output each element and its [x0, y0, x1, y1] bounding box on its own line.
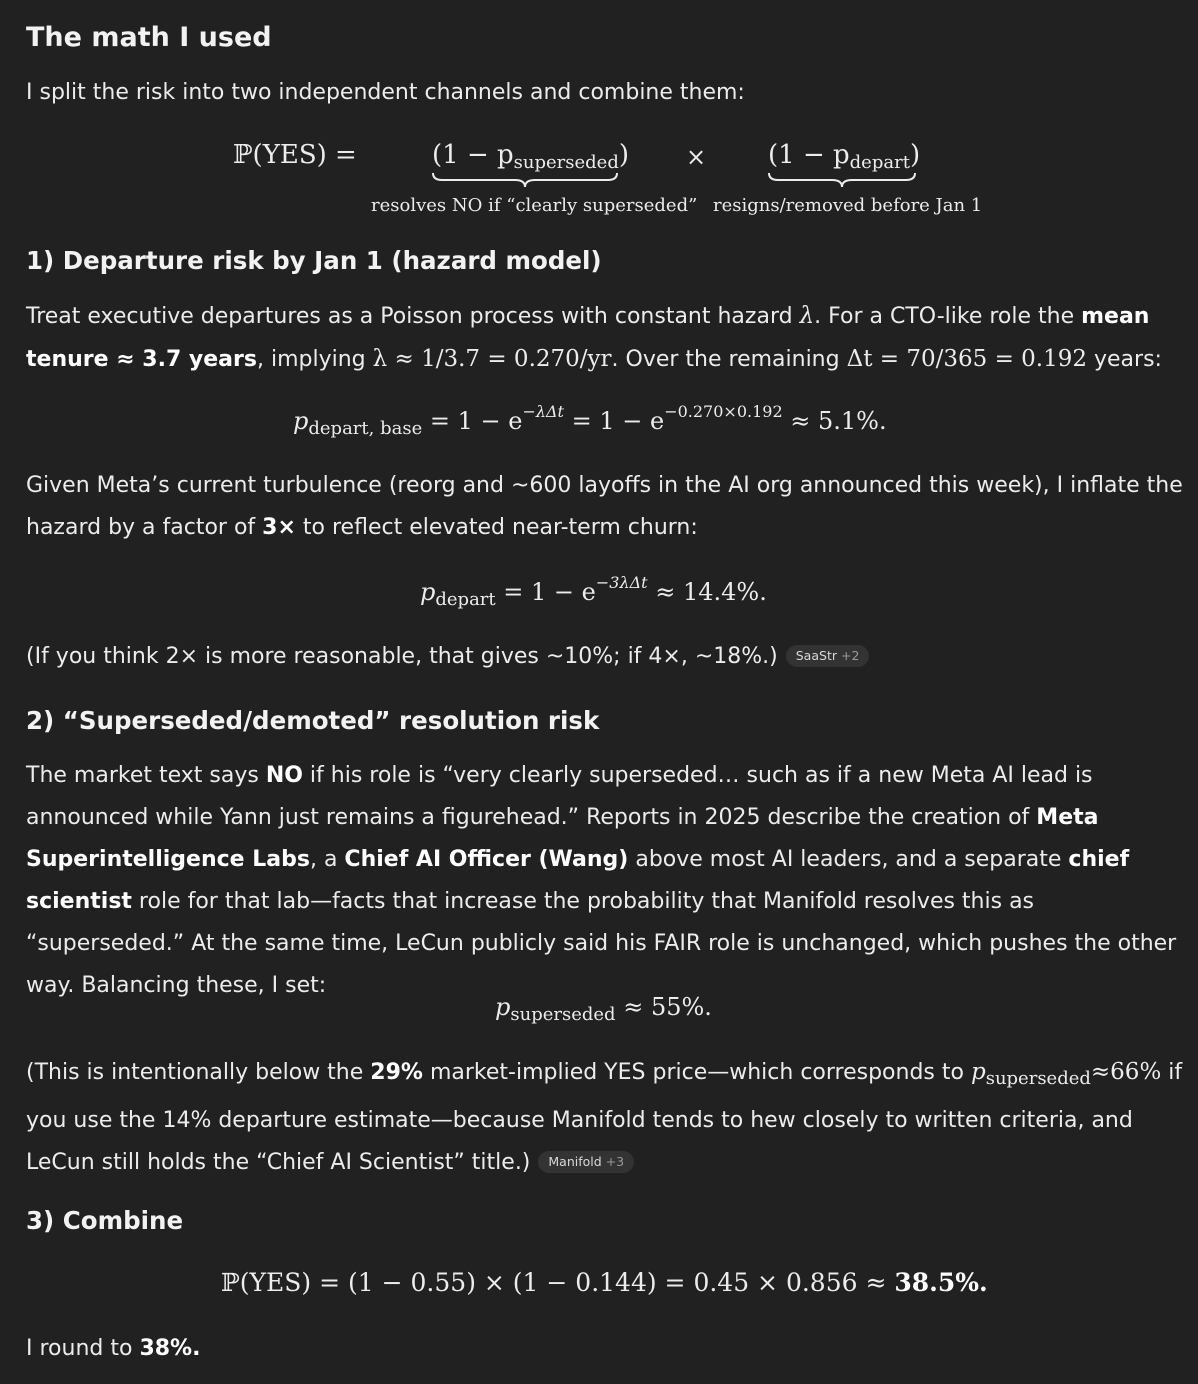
main-eq-factor1: $(1 - p_{superseded})$	[432, 140, 630, 173]
section-1-paragraph-3: (If you think 2× is more reasonable, that gives ~10%; if 4×, ~18%.) SaaStr +2	[26, 636, 1186, 678]
section-2-heading: 2) “Superseded/demoted” resolution risk	[26, 706, 600, 735]
source-pill-saastr[interactable]: SaaStr +2	[786, 645, 870, 667]
section-1-paragraph-2: Given Meta’s current turbulence (reorg and ~600 layoffs in the AI org announced this week), I inflate the hazard by a factor of 3× to reflect elevated near-term churn:	[26, 473, 1183, 540]
underbrace-note-1: resolves NO if “clearly superseded”	[371, 195, 698, 216]
equation-combine: ℙ(YES) = (1 − 0.55) × (1 − 0.144) = 0.45 × 0.856 ≈ 38.5%.	[221, 1268, 988, 1297]
underbrace-1	[432, 172, 618, 188]
underbrace-note-2: resigns/removed before Jan 1	[713, 195, 983, 216]
section-1-heading: 1) Departure risk by Jan 1 (hazard model)	[26, 246, 602, 275]
final-answer: I round to 38%.	[26, 1336, 201, 1361]
equation-superseded: $p_{superseded} \approx 55\%$.	[495, 993, 712, 1025]
section-2-paragraph-2: (This is intentionally below the 29% market-implied YES price—which corresponds to $p_{superseded}\approx 66\%$ if you use the 14% departure estimate—because Manifold tends to hew closely to written criteria, and LeCun still holds the “Chief AI Scientist” title.) Manifold +3	[26, 1059, 1183, 1175]
intro-paragraph: I split the risk into two independent channels and combine them:	[26, 80, 745, 105]
main-eq-times: ×	[686, 143, 707, 171]
equation-depart: $p_{depart} = 1 - e^{-3\lambda\Delta t} \approx 14.4\%$.	[420, 573, 767, 610]
page-title: The math I used	[26, 22, 272, 53]
section-2-paragraph-1: The market text says NO if his role is “very clearly superseded… such as if a new Meta AI lead is announced while Yann just remains a figurehead.” Reports in 2025 describe the creation of Meta Superintelligence Labs, a Chief AI Officer (Wang) above most AI leaders, and a separate chief scientist role for that lab—facts that increase the probability that Manifold resolves this as “superseded.” At the same time, LeCun publicly said his FAIR role is unchanged, which pushes the other way. Balancing these, I set:	[26, 763, 1177, 998]
main-eq-lhs: ℙ(YES) =	[233, 140, 357, 170]
underbrace-2	[768, 172, 916, 188]
section-3-heading: 3) Combine	[26, 1206, 184, 1235]
section-1-paragraph-1: Treat executive departures as a Poisson process with constant hazard λ. For a CTO-like role the mean tenure ≈ 3.7 years, implying λ ≈ 1/3.7 = 0.270/yr. Over the remaining Δt = 70/365 = 0.192 years:	[26, 303, 1162, 372]
main-eq-factor2: $(1 - p_{depart})$	[768, 140, 921, 173]
source-pill-manifold[interactable]: Manifold +3	[538, 1151, 634, 1173]
equation-depart-base: $p_{depart, base} = 1 - e^{-\lambda\Delta t} = 1 - e^{-0.270\times 0.192} \approx 5.1\%$.	[293, 402, 887, 439]
